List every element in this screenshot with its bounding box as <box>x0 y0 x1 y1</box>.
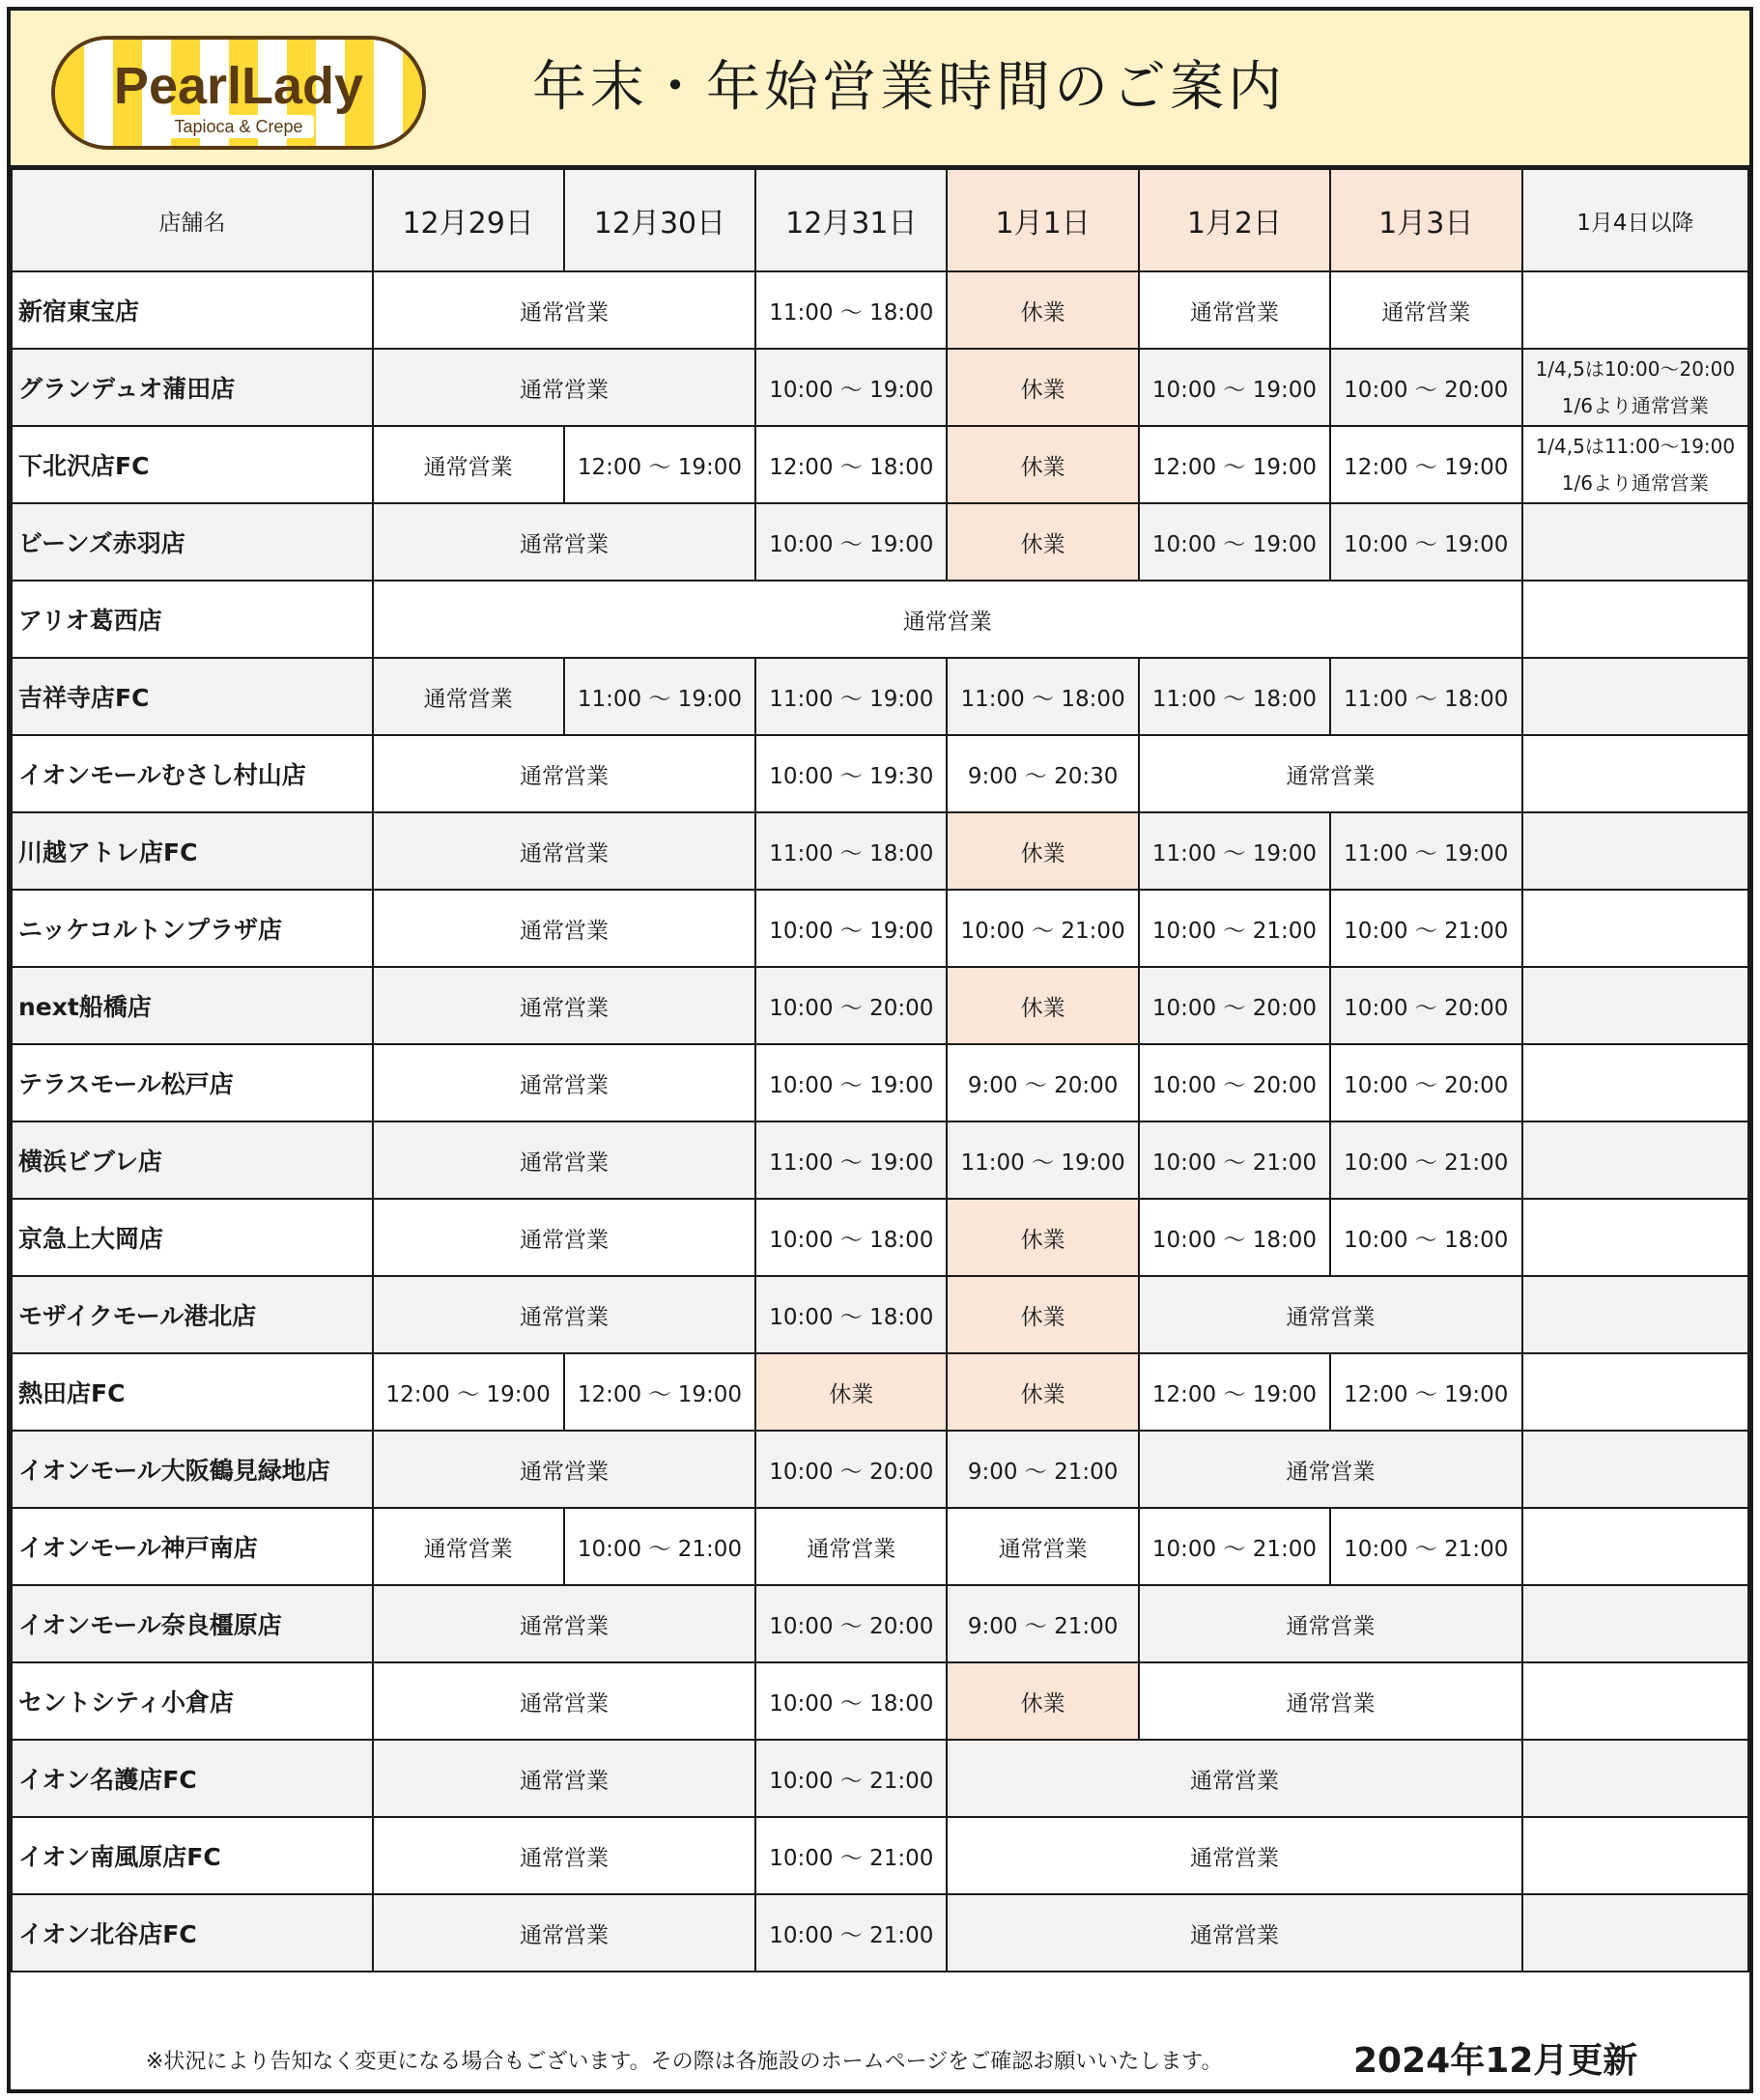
table-body <box>12 271 1748 1972</box>
after-jan-4-note <box>1522 1353 1748 1431</box>
closed-cell: 休業 <box>947 812 1139 890</box>
store-name: アリオ葛西店 <box>12 581 373 658</box>
store-name: イオンモール大阪鶴見緑地店 <box>12 1431 373 1508</box>
after-jan-4-note <box>1522 1508 1748 1585</box>
closed-cell: 休業 <box>947 1353 1139 1431</box>
after-jan-4-note <box>1522 1199 1748 1276</box>
store-name: next船橋店 <box>12 967 373 1044</box>
hours-cell: 10:00 〜 21:00 <box>1139 890 1330 967</box>
hours-cell: 10:00 〜 18:00 <box>1139 1199 1330 1276</box>
store-name: 横浜ビブレ店 <box>12 1121 373 1199</box>
hours-cell: 10:00 〜 19:00 <box>1139 349 1330 426</box>
note-line: 1/6より通常営業 <box>1561 394 1709 417</box>
column-header-jan-3: 1月3日 <box>1330 169 1522 271</box>
hours-cell: 11:00 〜 18:00 <box>755 812 947 890</box>
hours-cell: 通常営業 <box>1139 1662 1522 1740</box>
hours-cell: 10:00 〜 20:00 <box>755 1585 947 1662</box>
hours-cell: 10:00 〜 21:00 <box>1330 1508 1522 1585</box>
hours-cell: 通常営業 <box>373 735 756 812</box>
footer-disclaimer: ※状況により告知なく変更になる場合もございます。その際は各施設のホームページをご確認お願いいたします。 <box>146 2050 1223 2074</box>
column-header-dec-29: 12月29日 <box>373 169 564 271</box>
note-line: 1/4,5は11:00〜19:00 <box>1535 435 1736 458</box>
page-title: 年末・年始営業時間のご案内 <box>532 56 1286 119</box>
hours-cell: 通常営業 <box>1139 735 1522 812</box>
hours-cell: 10:00 〜 19:00 <box>755 1044 947 1121</box>
hours-cell: 通常営業 <box>947 1740 1521 1817</box>
store-name: テラスモール松戸店 <box>12 1044 373 1121</box>
hours-cell: 10:00 〜 20:00 <box>755 967 947 1044</box>
hours-cell: 12:00 〜 19:00 <box>373 1353 564 1431</box>
after-jan-4-note <box>1522 503 1748 581</box>
table-row <box>12 1199 1748 1276</box>
pearl-lady-logo <box>49 34 428 152</box>
hours-cell: 9:00 〜 20:00 <box>947 1044 1139 1121</box>
hours-cell: 通常営業 <box>373 1276 756 1353</box>
hours-cell: 通常営業 <box>1139 1585 1522 1662</box>
hours-cell: 通常営業 <box>947 1817 1521 1894</box>
hours-cell: 通常営業 <box>947 1508 1139 1585</box>
after-jan-4-note <box>1522 890 1748 967</box>
hours-cell: 通常営業 <box>373 1199 756 1276</box>
column-header-jan-2: 1月2日 <box>1139 169 1330 271</box>
closed-cell: 休業 <box>947 503 1139 581</box>
after-jan-4-note <box>1522 967 1748 1044</box>
hours-cell: 通常営業 <box>1139 271 1330 349</box>
hours-cell: 10:00 〜 21:00 <box>1139 1121 1330 1199</box>
hours-cell: 通常営業 <box>373 1817 756 1894</box>
notice-sheet <box>7 7 1753 2093</box>
hours-cell: 通常営業 <box>373 1894 756 1972</box>
store-name: 新宿東宝店 <box>12 271 373 349</box>
hours-cell: 10:00 〜 20:00 <box>1330 967 1522 1044</box>
table-row <box>12 1508 1748 1585</box>
hours-cell: 通常営業 <box>373 1508 564 1585</box>
table-row <box>12 581 1748 658</box>
after-jan-4-note <box>1522 735 1748 812</box>
hours-cell: 通常営業 <box>947 1894 1521 1972</box>
hours-cell: 9:00 〜 21:00 <box>947 1585 1139 1662</box>
store-name: イオンモールむさし村山店 <box>12 735 373 812</box>
hours-cell: 通常営業 <box>373 1121 756 1199</box>
hours-cell: 10:00 〜 20:00 <box>1330 349 1522 426</box>
hours-cell: 10:00 〜 18:00 <box>1330 1199 1522 1276</box>
store-name: イオンモール神戸南店 <box>12 1508 373 1585</box>
hours-cell: 10:00 〜 19:00 <box>1330 503 1522 581</box>
after-jan-4-note <box>1522 1662 1748 1740</box>
table-row <box>12 503 1748 581</box>
after-jan-4-note <box>1522 1817 1748 1894</box>
hours-cell: 10:00 〜 20:00 <box>755 1431 947 1508</box>
table-row <box>12 812 1748 890</box>
store-name: 下北沢店FC <box>12 426 373 503</box>
after-jan-4-note <box>1522 271 1748 349</box>
table-row <box>12 1121 1748 1199</box>
hours-cell: 通常営業 <box>373 812 756 890</box>
table-row <box>12 1353 1748 1431</box>
column-header-dec-30: 12月30日 <box>564 169 756 271</box>
hours-cell: 10:00 〜 20:00 <box>1139 1044 1330 1121</box>
logo-sub-text: Tapioca & Crepe <box>174 117 303 136</box>
closed-cell: 休業 <box>947 967 1139 1044</box>
hours-cell: 12:00 〜 19:00 <box>1330 1353 1522 1431</box>
column-header-store: 店舗名 <box>12 169 373 271</box>
hours-cell: 通常営業 <box>373 1740 756 1817</box>
hours-cell: 通常営業 <box>373 503 756 581</box>
after-jan-4-note <box>1522 1044 1748 1121</box>
hours-cell: 通常営業 <box>1139 1276 1522 1353</box>
hours-cell: 通常営業 <box>755 1508 947 1585</box>
after-jan-4-note <box>1522 1121 1748 1199</box>
logo-main-text: PearlLady <box>113 57 364 115</box>
store-name: イオンモール奈良橿原店 <box>12 1585 373 1662</box>
hours-cell: 11:00 〜 19:00 <box>947 1121 1139 1199</box>
closed-cell: 休業 <box>947 1276 1139 1353</box>
hours-cell: 通常営業 <box>1330 271 1522 349</box>
table-row <box>12 1662 1748 1740</box>
closed-cell: 休業 <box>947 1199 1139 1276</box>
after-jan-4-note <box>1522 812 1748 890</box>
table-row <box>12 1585 1748 1662</box>
header-banner <box>11 11 1749 168</box>
after-jan-4-note <box>1522 1276 1748 1353</box>
hours-cell: 11:00 〜 19:00 <box>755 658 947 735</box>
hours-cell: 10:00 〜 18:00 <box>755 1276 947 1353</box>
store-name: モザイクモール港北店 <box>12 1276 373 1353</box>
table-row <box>12 271 1748 349</box>
hours-cell: 11:00 〜 18:00 <box>947 658 1139 735</box>
hours-cell: 12:00 〜 19:00 <box>564 1353 756 1431</box>
hours-cell: 通常営業 <box>373 1662 756 1740</box>
hours-cell: 9:00 〜 21:00 <box>947 1431 1139 1508</box>
hours-cell: 10:00 〜 18:00 <box>755 1199 947 1276</box>
table-row <box>12 349 1748 426</box>
after-jan-4-note <box>1522 1740 1748 1817</box>
hours-cell: 通常営業 <box>373 349 756 426</box>
table-row <box>12 1894 1748 1972</box>
table-row <box>12 1276 1748 1353</box>
hours-cell: 9:00 〜 20:30 <box>947 735 1139 812</box>
hours-cell: 10:00 〜 21:00 <box>755 1817 947 1894</box>
table-header-row <box>12 169 1748 271</box>
note-line: 1/6より通常営業 <box>1561 471 1709 495</box>
closed-cell: 休業 <box>947 349 1139 426</box>
after-jan-4-note <box>1522 349 1748 426</box>
hours-cell: 10:00 〜 18:00 <box>755 1662 947 1740</box>
store-name: セントシティ小倉店 <box>12 1662 373 1740</box>
table-row <box>12 658 1748 735</box>
store-name: 京急上大岡店 <box>12 1199 373 1276</box>
hours-cell: 通常営業 <box>1139 1431 1522 1508</box>
table-row <box>12 426 1748 503</box>
hours-cell: 通常営業 <box>373 581 1522 658</box>
hours-cell: 11:00 〜 19:00 <box>755 1121 947 1199</box>
hours-cell: 12:00 〜 19:00 <box>1139 426 1330 503</box>
hours-cell: 通常営業 <box>373 271 756 349</box>
after-jan-4-note <box>1522 581 1748 658</box>
column-header-jan-1: 1月1日 <box>947 169 1139 271</box>
table-row <box>12 1817 1748 1894</box>
hours-cell: 11:00 〜 19:00 <box>1330 812 1522 890</box>
hours-cell: 11:00 〜 19:00 <box>1139 812 1330 890</box>
hours-cell: 10:00 〜 19:00 <box>755 503 947 581</box>
closed-cell: 休業 <box>947 271 1139 349</box>
hours-cell: 12:00 〜 19:00 <box>1330 426 1522 503</box>
hours-cell: 12:00 〜 19:00 <box>564 426 756 503</box>
after-jan-4-note <box>1522 426 1748 503</box>
hours-cell: 通常営業 <box>373 1044 756 1121</box>
column-header-dec-31: 12月31日 <box>755 169 947 271</box>
hours-cell: 10:00 〜 21:00 <box>755 1894 947 1972</box>
table-row <box>12 967 1748 1044</box>
store-name: 川越アトレ店FC <box>12 812 373 890</box>
after-jan-4-note <box>1522 658 1748 735</box>
hours-cell: 11:00 〜 19:00 <box>564 658 756 735</box>
hours-cell: 11:00 〜 18:00 <box>1330 658 1522 735</box>
updated-date: 2024年12月更新 <box>1353 2041 1638 2081</box>
note-line: 1/4,5は10:00〜20:00 <box>1535 357 1736 381</box>
business-hours-table <box>11 168 1749 1972</box>
table-row <box>12 1044 1748 1121</box>
closed-cell: 休業 <box>947 1662 1139 1740</box>
store-name: イオン南風原店FC <box>12 1817 373 1894</box>
table-row <box>12 890 1748 967</box>
hours-cell: 通常営業 <box>373 967 756 1044</box>
table-row <box>12 1740 1748 1817</box>
hours-cell: 10:00 〜 21:00 <box>947 890 1139 967</box>
store-name: ビーンズ赤羽店 <box>12 503 373 581</box>
hours-cell: 10:00 〜 21:00 <box>564 1508 756 1585</box>
closed-cell: 休業 <box>755 1353 947 1431</box>
store-name: ニッケコルトンプラザ店 <box>12 890 373 967</box>
hours-cell: 10:00 〜 21:00 <box>755 1740 947 1817</box>
hours-cell: 12:00 〜 18:00 <box>755 426 947 503</box>
hours-cell: 通常営業 <box>373 890 756 967</box>
hours-cell: 11:00 〜 18:00 <box>755 271 947 349</box>
store-name: イオン名護店FC <box>12 1740 373 1817</box>
hours-cell: 10:00 〜 21:00 <box>1139 1508 1330 1585</box>
hours-cell: 10:00 〜 19:30 <box>755 735 947 812</box>
table-row <box>12 735 1748 812</box>
hours-cell: 11:00 〜 18:00 <box>1139 658 1330 735</box>
hours-cell: 10:00 〜 19:00 <box>755 349 947 426</box>
column-header-jan-4-onward: 1月4日以降 <box>1522 169 1748 271</box>
store-name: 吉祥寺店FC <box>12 658 373 735</box>
hours-cell: 通常営業 <box>373 1431 756 1508</box>
hours-cell: 10:00 〜 19:00 <box>755 890 947 967</box>
hours-cell: 10:00 〜 19:00 <box>1139 503 1330 581</box>
table-row <box>12 1431 1748 1508</box>
footer <box>11 2024 1749 2089</box>
hours-cell: 10:00 〜 21:00 <box>1330 1121 1522 1199</box>
store-name: イオン北谷店FC <box>12 1894 373 1972</box>
hours-cell: 10:00 〜 20:00 <box>1330 1044 1522 1121</box>
after-jan-4-note <box>1522 1431 1748 1508</box>
hours-cell: 通常営業 <box>373 426 564 503</box>
closed-cell: 休業 <box>947 426 1139 503</box>
store-name: 熱田店FC <box>12 1353 373 1431</box>
store-name: グランデュオ蒲田店 <box>12 349 373 426</box>
hours-cell: 12:00 〜 19:00 <box>1139 1353 1330 1431</box>
hours-cell: 通常営業 <box>373 1585 756 1662</box>
after-jan-4-note <box>1522 1585 1748 1662</box>
hours-cell: 10:00 〜 21:00 <box>1330 890 1522 967</box>
hours-cell: 10:00 〜 20:00 <box>1139 967 1330 1044</box>
after-jan-4-note <box>1522 1894 1748 1972</box>
hours-cell: 通常営業 <box>373 658 564 735</box>
